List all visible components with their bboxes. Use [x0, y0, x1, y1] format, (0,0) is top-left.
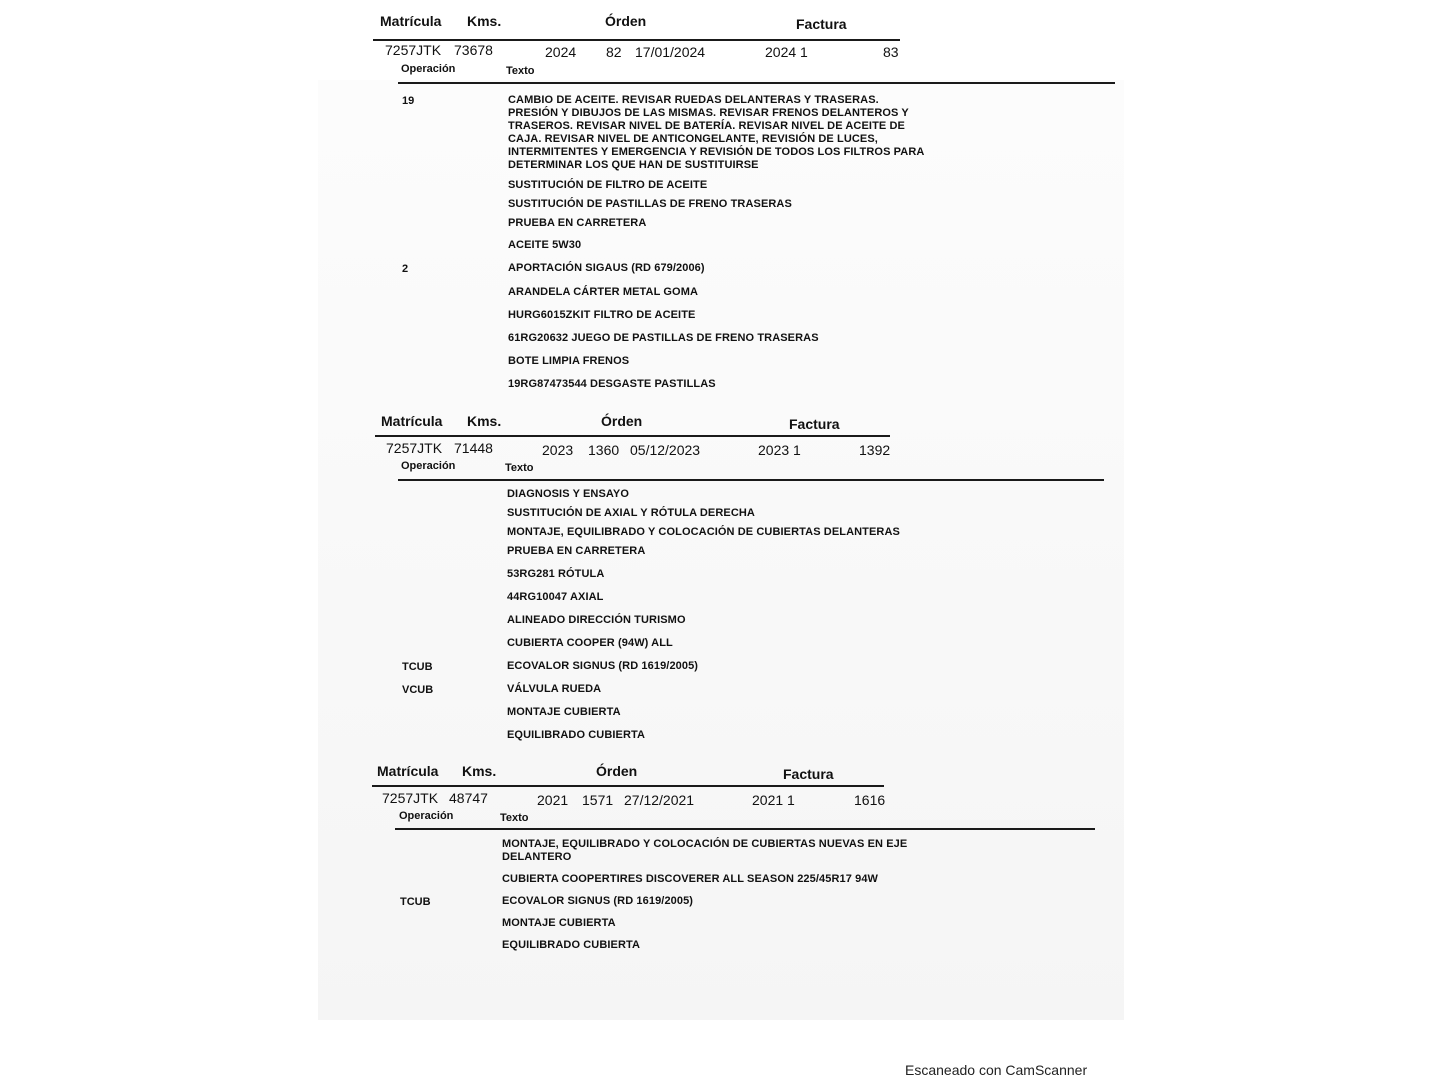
- record-matricula: 7257JTK: [385, 42, 442, 58]
- record-orden-number: 82: [606, 44, 622, 60]
- subheader-texto: Texto: [505, 462, 534, 474]
- line-item-text: MONTAJE CUBIERTA: [502, 917, 616, 929]
- record-orden-year: 2024: [545, 44, 577, 60]
- operation-code: 2: [402, 263, 409, 275]
- record-orden-year: 2023: [542, 442, 574, 458]
- subheader-texto: Texto: [506, 65, 535, 77]
- record-date: 05/12/2023: [630, 442, 701, 458]
- record-orden-year: 2021: [537, 792, 569, 808]
- section-divider: [398, 479, 1104, 481]
- line-item-text: 19RG87473544 DESGASTE PASTILLAS: [508, 378, 716, 390]
- header-kms: Kms.: [467, 13, 502, 29]
- record-factura-serie: 2021 1: [752, 792, 795, 808]
- record-kms: 73678: [454, 42, 493, 58]
- line-item-text: PRUEBA EN CARRETERA: [507, 545, 646, 557]
- operation-code: TCUB: [402, 661, 433, 673]
- header-matricula: Matrícula: [377, 763, 439, 779]
- camscanner-watermark: Escaneado con CamScanner: [905, 1062, 1088, 1078]
- line-item-text: PRUEBA EN CARRETERA: [508, 217, 647, 229]
- header-divider: [375, 435, 890, 437]
- line-item-text: ACEITE 5W30: [508, 239, 582, 251]
- line-item-text: EQUILIBRADO CUBIERTA: [502, 939, 641, 951]
- line-item-text: ECOVALOR SIGNUS (RD 1619/2005): [507, 660, 699, 672]
- subheader-operacion: Operación: [401, 63, 456, 75]
- subheader-operacion: Operación: [401, 460, 456, 472]
- line-item-text: VÁLVULA RUEDA: [507, 683, 602, 695]
- record-factura-number: 1392: [859, 442, 891, 458]
- record-matricula: 7257JTK: [382, 790, 439, 806]
- header-factura: Factura: [789, 416, 840, 432]
- line-item-text: BOTE LIMPIA FRENOS: [508, 355, 630, 367]
- header-matricula: Matrícula: [381, 413, 443, 429]
- operation-code: TCUB: [400, 896, 431, 908]
- line-item-text: CUBIERTA COOPERTIRES DISCOVERER ALL SEASON 225/45R17 94W: [502, 873, 879, 885]
- line-item-text: EQUILIBRADO CUBIERTA: [507, 729, 646, 741]
- line-item-text: CAMBIO DE ACEITE. REVISAR RUEDAS DELANTERAS Y TRASERAS. PRESIÓN Y DIBUJOS DE LAS MISMAS. REVISAR FRENOS DELANTEROS Y TRASEROS. REVISAR NIVEL DE BATERÍA. REVISAR NIVEL DE ACEITE DE CAJA. REVISAR NIVEL DE ANTICONGELANTE, REVISIÓN DE LUCES, INTERMITENTES Y EMERGENCIA Y REVISIÓN DE TODOS LOS FILTROS PARA DETERMINAR LOS QUE HAN DE SUSTITUIRSE: [508, 94, 925, 171]
- record-kms: 48747: [449, 790, 488, 806]
- record-date: 27/12/2021: [624, 792, 695, 808]
- record-kms: 71448: [454, 440, 493, 456]
- record-factura-number: 1616: [854, 792, 886, 808]
- header-divider: [372, 785, 884, 787]
- line-item-text: SUSTITUCIÓN DE PASTILLAS DE FRENO TRASERAS: [508, 198, 792, 210]
- header-orden: Órden: [605, 13, 647, 29]
- record-matricula: 7257JTK: [386, 440, 443, 456]
- line-item-text: 53RG281 RÓTULA: [507, 568, 605, 580]
- line-item-text: SUSTITUCIÓN DE FILTRO DE ACEITE: [508, 179, 708, 191]
- header-divider: [373, 39, 900, 41]
- record-factura-serie: 2023 1: [758, 442, 801, 458]
- line-item-text: MONTAJE, EQUILIBRADO Y COLOCACIÓN DE CUBIERTAS DELANTERAS: [507, 526, 900, 538]
- header-factura: Factura: [783, 766, 834, 782]
- header-orden: Órden: [601, 413, 643, 429]
- record-orden-number: 1571: [582, 792, 614, 808]
- line-item-text: SUSTITUCIÓN DE AXIAL Y RÓTULA DERECHA: [507, 507, 755, 519]
- line-item-text: 61RG20632 JUEGO DE PASTILLAS DE FRENO TRASERAS: [508, 332, 819, 344]
- record-date: 17/01/2024: [635, 44, 706, 60]
- subheader-texto: Texto: [500, 812, 529, 824]
- record-orden-number: 1360: [588, 442, 620, 458]
- line-item-text: ARANDELA CÁRTER METAL GOMA: [508, 286, 698, 298]
- header-kms: Kms.: [467, 413, 502, 429]
- line-item-text: APORTACIÓN SIGAUS (RD 679/2006): [508, 262, 705, 274]
- line-item-text: DIAGNOSIS Y ENSAYO: [507, 488, 630, 500]
- operation-code: VCUB: [402, 684, 434, 696]
- line-item-text: HURG6015ZKIT FILTRO DE ACEITE: [508, 309, 696, 321]
- section-divider: [398, 82, 1115, 84]
- header-kms: Kms.: [462, 763, 497, 779]
- record-factura-serie: 2024 1: [765, 44, 808, 60]
- line-item-text: CUBIERTA COOPER (94W) ALL: [507, 637, 673, 649]
- line-item-text: 44RG10047 AXIAL: [507, 591, 604, 603]
- section-divider: [395, 828, 1095, 830]
- header-factura: Factura: [796, 16, 847, 32]
- operation-code: 19: [402, 95, 415, 107]
- line-item-text: ECOVALOR SIGNUS (RD 1619/2005): [502, 895, 694, 907]
- subheader-operacion: Operación: [399, 810, 454, 822]
- line-item-text: MONTAJE CUBIERTA: [507, 706, 621, 718]
- header-matricula: Matrícula: [380, 13, 442, 29]
- record-factura-number: 83: [883, 44, 899, 60]
- line-item-text: ALINEADO DIRECCIÓN TURISMO: [507, 614, 686, 626]
- line-item-text: MONTAJE, EQUILIBRADO Y COLOCACIÓN DE CUBIERTAS NUEVAS EN EJE DELANTERO: [502, 838, 908, 863]
- header-orden: Órden: [596, 763, 638, 779]
